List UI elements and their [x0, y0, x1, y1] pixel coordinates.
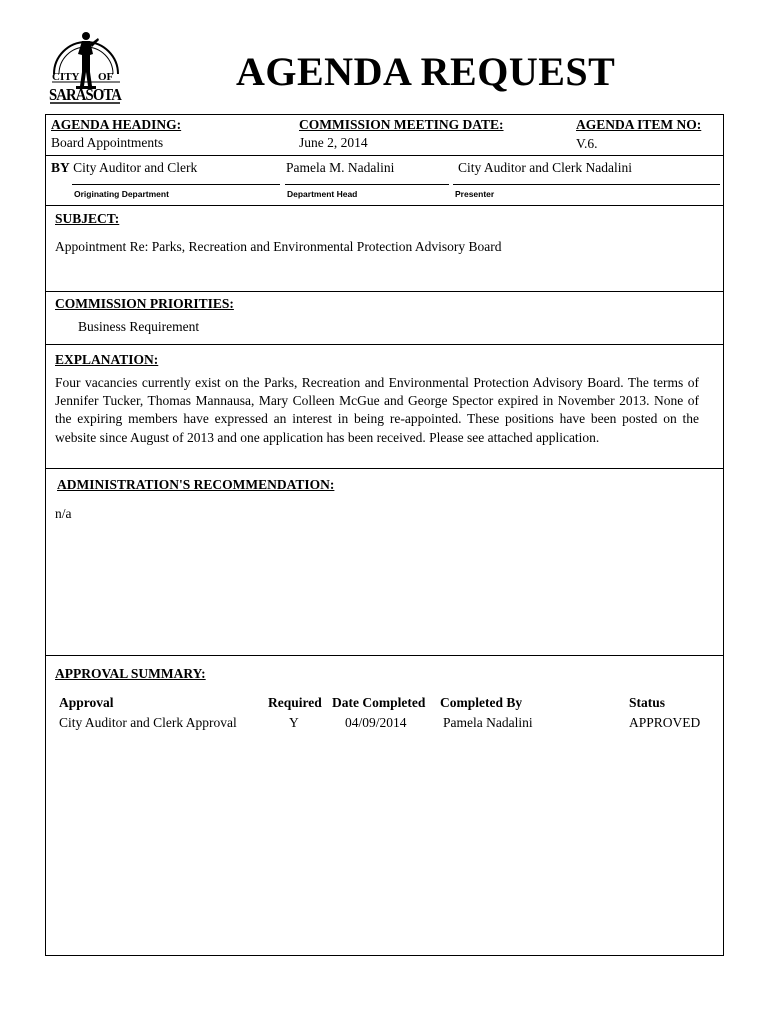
presenter-line: [453, 184, 720, 185]
department-head-value: Pamela M. Nadalini: [286, 160, 395, 175]
status-cell: APPROVED: [629, 715, 701, 730]
meeting-date-label: COMMISSION MEETING DATE:: [299, 117, 504, 132]
divider: [45, 344, 724, 345]
recommendation-label: ADMINISTRATION'S RECOMMENDATION:: [57, 477, 335, 492]
svg-text:OF: OF: [98, 71, 114, 83]
agenda-item-no-value: V.6.: [576, 136, 598, 151]
presenter-caption: Presenter: [455, 189, 495, 199]
originating-department-line: [72, 184, 280, 185]
col-header-approval: Approval: [59, 695, 114, 710]
svg-text:SARASOTA: SARASOTA: [49, 85, 123, 104]
required-cell: Y: [289, 715, 299, 730]
date-completed-cell: 04/09/2014: [345, 715, 407, 730]
agenda-heading-label: AGENDA HEADING:: [51, 117, 182, 132]
presenter-value: City Auditor and Clerk Nadalini: [458, 160, 632, 175]
divider: [45, 291, 724, 292]
subject-label: SUBJECT:: [55, 211, 120, 226]
by-label: BY: [51, 160, 70, 175]
recommendation-text: n/a: [55, 506, 72, 521]
by-row: [51, 161, 197, 175]
originating-department-caption: Originating Department: [74, 189, 169, 199]
city-of-sarasota-logo: [46, 24, 126, 108]
completed-by-cell: Pamela Nadalini: [443, 715, 533, 730]
svg-text:CITY: CITY: [52, 71, 80, 83]
divider: [45, 468, 724, 469]
subject-text: Appointment Re: Parks, Recreation and Environmental Protection Advisory Board: [55, 239, 502, 254]
meeting-date-value: June 2, 2014: [299, 135, 368, 150]
department-head-caption: Department Head: [287, 189, 358, 199]
divider: [45, 155, 724, 156]
explanation-label: EXPLANATION:: [55, 352, 159, 367]
priorities-text: Business Requirement: [78, 319, 200, 334]
divider: [45, 205, 724, 206]
col-header-date-completed: Date Completed: [332, 695, 426, 710]
page-title: AGENDA REQUEST: [236, 49, 616, 94]
department-head-line: [285, 184, 449, 185]
col-header-status: Status: [629, 695, 666, 710]
originating-department-value: City Auditor and Clerk: [73, 160, 198, 175]
agenda-item-no-label: AGENDA ITEM NO:: [576, 117, 702, 132]
explanation-text: Four vacancies currently exist on the Parks, Recreation and Environmental Protection Advisory Board. The terms of Jennifer Tucker, Thomas Mannausa, Mary Colleen McGue and George Spector expired in November 2013. None of the expiring members have expressed an interest in being re-appointed. These positions have been posted on the website since August of 2013 and one application has been received. Please see attached application.: [55, 375, 699, 445]
col-header-required: Required: [268, 695, 322, 710]
col-header-completed-by: Completed By: [440, 695, 523, 710]
approval-name-cell: City Auditor and Clerk Approval: [59, 715, 237, 730]
priorities-label: COMMISSION PRIORITIES:: [55, 296, 234, 311]
agenda-heading-value: Board Appointments: [51, 135, 164, 150]
divider: [45, 655, 724, 656]
approval-summary-label: APPROVAL SUMMARY:: [55, 666, 206, 681]
